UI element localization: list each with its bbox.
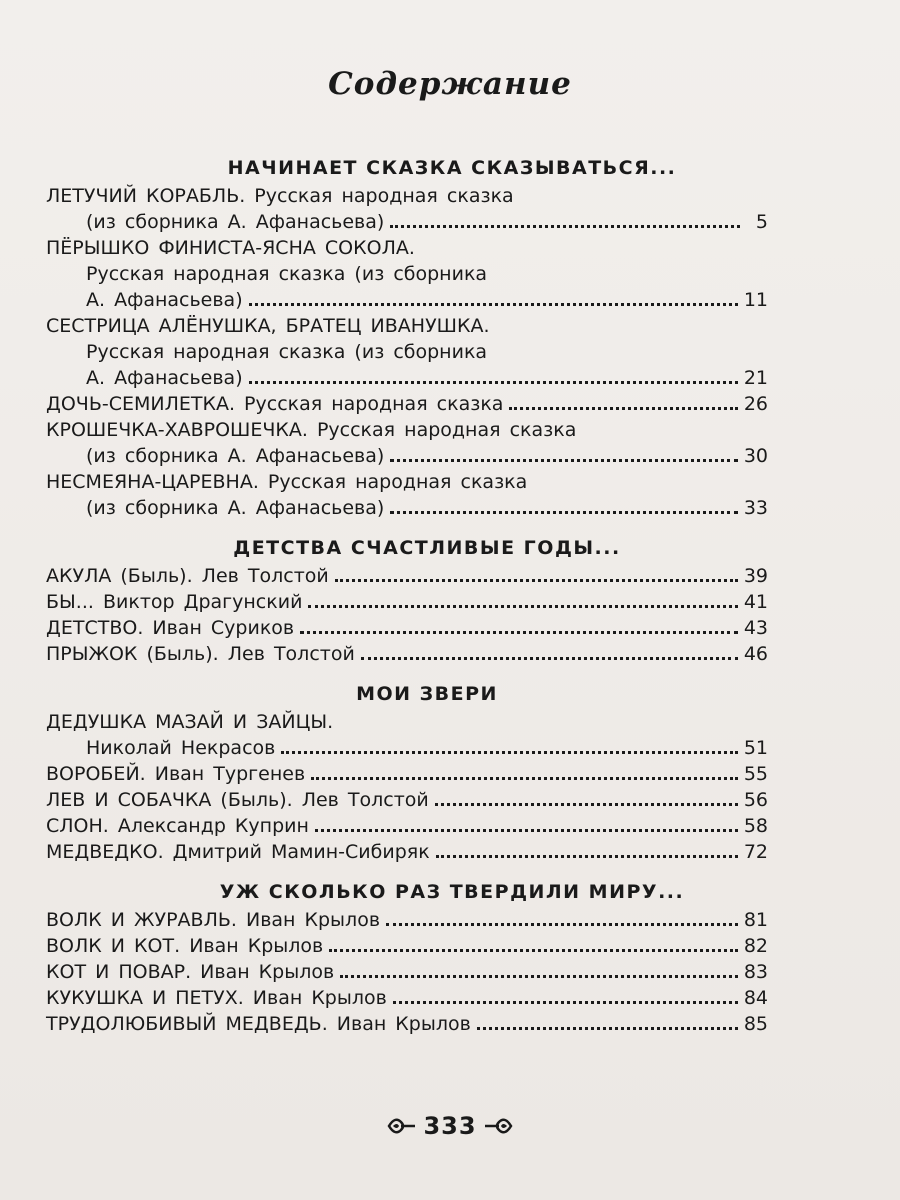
toc-entry-text: (из сборника А. Афанасьева): [86, 445, 385, 467]
dot-leader: [390, 459, 738, 462]
toc-entry-text: ПЁРЫШКО ФИНИСТА-ЯСНА СОКОЛА.: [46, 237, 415, 259]
toc-entry-line: [46, 735, 768, 761]
toc-page-number: 51: [743, 737, 768, 759]
ornament-right-icon: [483, 1114, 513, 1138]
toc-entry-line: [46, 469, 768, 495]
dot-leader: [435, 803, 738, 806]
dot-leader: [361, 657, 738, 660]
section-heading: НАЧИНАЕТ СКАЗКА СКАЗЫВАТЬСЯ...: [227, 157, 677, 179]
dot-leader: [311, 777, 738, 780]
dot-leader: [308, 605, 737, 608]
toc-page-number: 84: [743, 987, 768, 1009]
toc-entry-text: (из сборника А. Афанасьева): [86, 497, 385, 519]
dot-leader: [340, 975, 738, 978]
dot-leader: [281, 751, 737, 754]
toc-page-number: 30: [743, 445, 768, 467]
toc-page-number: 26: [743, 393, 768, 415]
toc-entry-text: Русская народная сказка (из сборника: [86, 263, 488, 285]
dot-leader: [386, 923, 738, 926]
toc-entry-text: (из сборника А. Афанасьева): [86, 211, 385, 233]
toc-entry-line: [46, 1011, 768, 1037]
toc-entry-text: А. Афанасьева): [86, 367, 243, 389]
toc-entry-text: ЛЕТУЧИЙ КОРАБЛЬ. Русская народная сказка: [46, 185, 514, 207]
table-of-contents: [46, 153, 768, 1049]
toc-entry-text: ДЕТСТВО. Иван Суриков: [46, 617, 295, 639]
toc-page-number: 39: [743, 565, 768, 587]
toc-entry-line: [46, 839, 768, 865]
dot-leader: [249, 381, 738, 384]
toc-entry-line: [46, 365, 768, 391]
toc-entry-line: [46, 787, 768, 813]
toc-section: [46, 679, 768, 865]
toc-page-number: 85: [743, 1013, 768, 1035]
toc-section: [46, 533, 768, 667]
toc-page-number: 58: [743, 815, 768, 837]
toc-entry-line: [46, 761, 768, 787]
toc-entry-text: КУКУШКА И ПЕТУХ. Иван Крылов: [46, 987, 387, 1009]
toc-entry-text: АКУЛА (Быль). Лев Толстой: [46, 565, 329, 587]
toc-page-number: 11: [743, 289, 768, 311]
dot-leader: [393, 1001, 738, 1004]
toc-entry-text: ДЕДУШКА МАЗАЙ И ЗАЙЦЫ.: [46, 711, 334, 733]
toc-entry-line: [46, 985, 768, 1011]
toc-entry-line: [46, 641, 768, 667]
toc-entry-line: [46, 339, 768, 365]
dot-leader: [390, 225, 740, 228]
page-title: Содержание: [328, 66, 572, 102]
toc-entry-line: [46, 709, 768, 735]
toc-entry-text: Русская народная сказка (из сборника: [86, 341, 488, 363]
toc-entry-line: [46, 563, 768, 589]
toc-entry-text: МЕДВЕДКО. Дмитрий Мамин-Сибиряк: [46, 841, 430, 863]
dot-leader: [477, 1027, 738, 1030]
toc-entry-text: КРОШЕЧКА-ХАВРОШЕЧКА. Русская народная сказка: [46, 419, 577, 441]
toc-page-number: 56: [743, 789, 768, 811]
toc-page-number: 43: [743, 617, 768, 639]
toc-entry-line: [46, 615, 768, 641]
dot-leader: [249, 303, 738, 306]
toc-entry-line: [46, 313, 768, 339]
dot-leader: [335, 579, 738, 582]
toc-page-number: 81: [743, 909, 768, 931]
toc-section: [46, 153, 768, 521]
toc-entry-line: [46, 907, 768, 933]
toc-entry-line: [46, 933, 768, 959]
page-number: 333: [423, 1112, 477, 1140]
toc-page-number: 33: [743, 497, 768, 519]
dot-leader: [329, 949, 738, 952]
toc-entry-line: [46, 287, 768, 313]
toc-entry-line: [46, 235, 768, 261]
toc-entry-line: [46, 813, 768, 839]
toc-page-number: 5: [755, 211, 768, 233]
section-heading: УЖ СКОЛЬКО РАЗ ТВЕРДИЛИ МИРУ...: [219, 881, 685, 903]
toc-page-number: 41: [743, 591, 768, 613]
toc-entry-text: А. Афанасьева): [86, 289, 243, 311]
toc-entry-text: СЕСТРИЦА АЛЁНУШКА, БРАТЕЦ ИВАНУШКА.: [46, 315, 490, 337]
toc-entry-line: [46, 959, 768, 985]
toc-entry-line: [46, 183, 768, 209]
toc-entry-text: ЛЕВ И СОБАЧКА (Быль). Лев Толстой: [46, 789, 429, 811]
toc-entry-text: ПРЫЖОК (Быль). Лев Толстой: [46, 643, 355, 665]
toc-page-number: 82: [743, 935, 768, 957]
toc-page-number: 83: [743, 961, 768, 983]
toc-entry-text: СЛОН. Александр Куприн: [46, 815, 309, 837]
toc-entry-line: [46, 443, 768, 469]
toc-entry-text: КОТ И ПОВАР. Иван Крылов: [46, 961, 335, 983]
toc-page-number: 21: [743, 367, 768, 389]
toc-entry-text: ВОЛК И ЖУРАВЛЬ. Иван Крылов: [46, 909, 381, 931]
toc-entry-line: [46, 209, 768, 235]
dot-leader: [390, 511, 738, 514]
toc-page-number: 46: [743, 643, 768, 665]
section-heading: ДЕТСТВА СЧАСТЛИВЫЕ ГОДЫ...: [233, 537, 621, 559]
ornament-left-icon: [387, 1114, 417, 1138]
toc-entry-text: НЕСМЕЯНА-ЦАРЕВНА. Русская народная сказка: [46, 471, 528, 493]
toc-entry-text: Николай Некрасов: [86, 737, 276, 759]
toc-entry-text: БЫ... Виктор Драгунский: [46, 591, 303, 613]
toc-entry-text: ТРУДОЛЮБИВЫЙ МЕДВЕДЬ. Иван Крылов: [46, 1013, 471, 1035]
toc-entry-line: [46, 589, 768, 615]
dot-leader: [300, 631, 738, 634]
toc-page-number: 55: [743, 763, 768, 785]
toc-entry-line: [46, 261, 768, 287]
toc-entry-line: [46, 495, 768, 521]
toc-entry-text: ДОЧЬ-СЕМИЛЕТКА. Русская народная сказка: [46, 393, 504, 415]
dot-leader: [436, 855, 738, 858]
toc-entry-line: [46, 417, 768, 443]
toc-section: [46, 877, 768, 1037]
toc-entry-line: [46, 391, 768, 417]
dot-leader: [315, 829, 738, 832]
toc-entry-text: ВОЛК И КОТ. Иван Крылов: [46, 935, 324, 957]
toc-page-number: 72: [743, 841, 768, 863]
page-number-footer: [0, 1112, 900, 1140]
section-heading: МОИ ЗВЕРИ: [356, 683, 498, 705]
dot-leader: [509, 407, 737, 410]
toc-entry-text: ВОРОБЕЙ. Иван Тургенев: [46, 763, 306, 785]
